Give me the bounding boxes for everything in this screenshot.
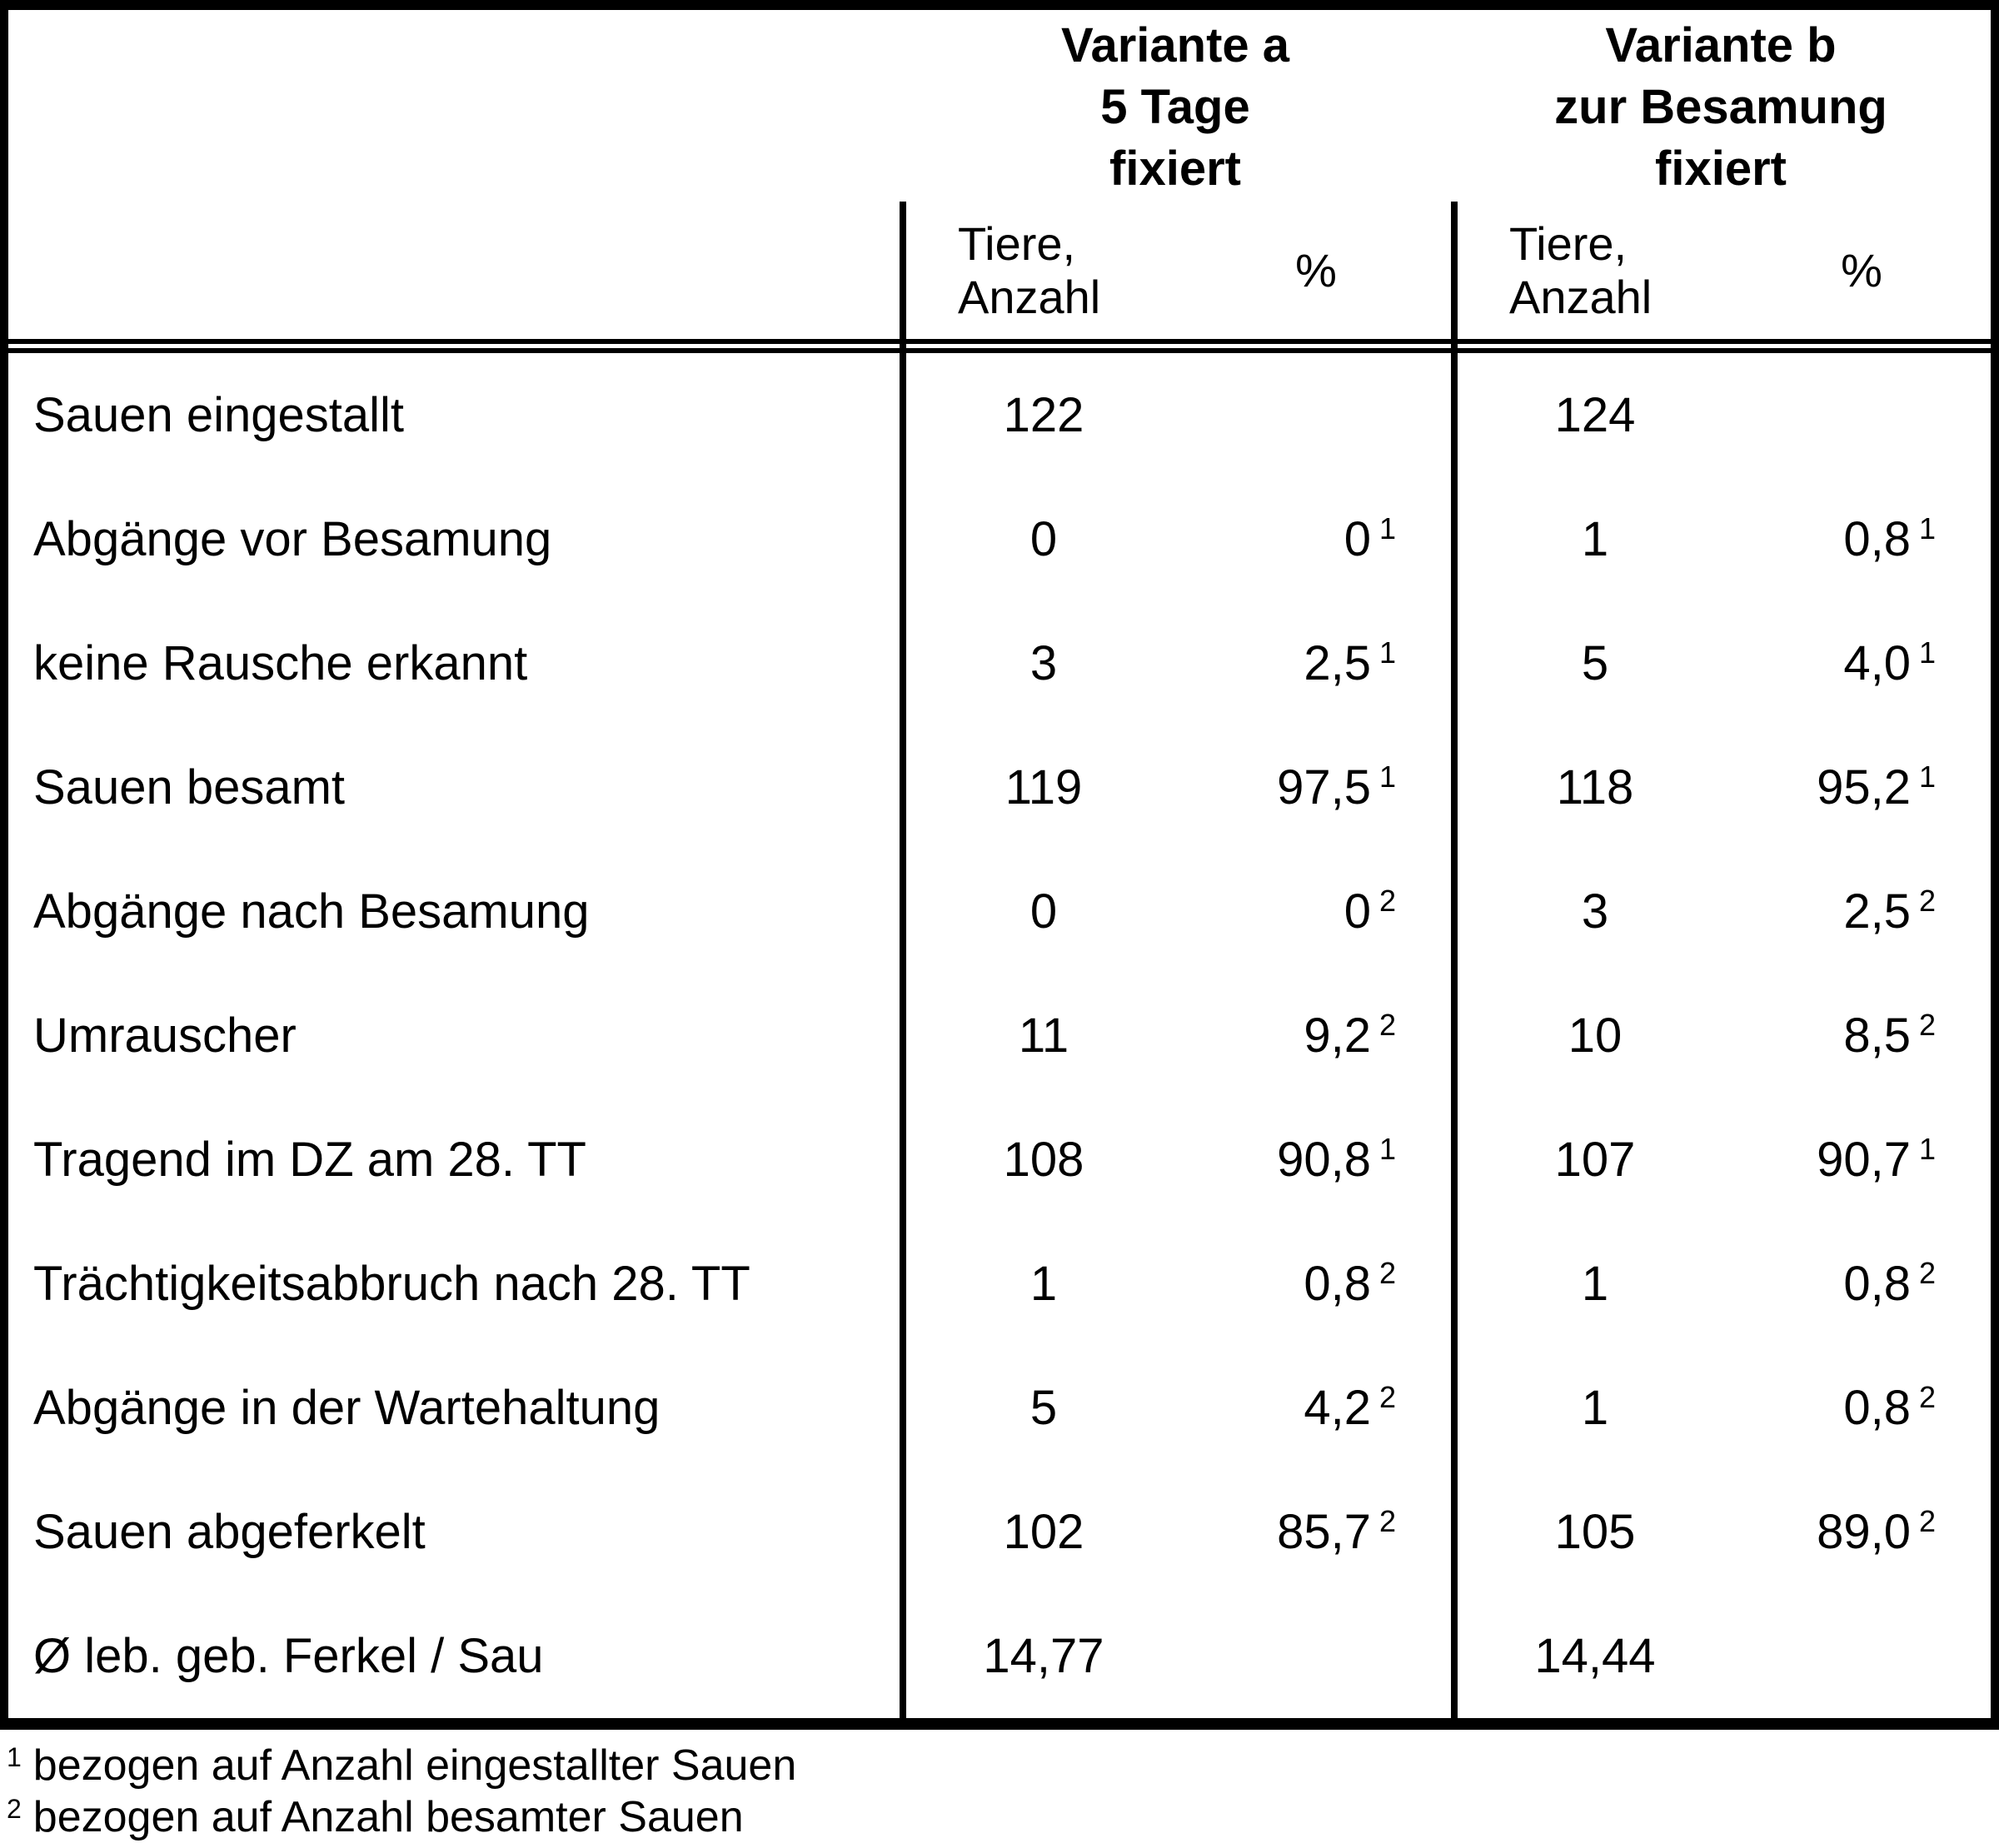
variante-b-title-line: zur Besamung <box>1554 80 1887 134</box>
table-body <box>8 353 1991 1718</box>
count-value-a: 108 <box>1003 1133 1084 1187</box>
count-value-a: 102 <box>1003 1505 1084 1559</box>
variante-b-title-line: fixiert <box>1655 142 1787 196</box>
count-value-a: 0 <box>1029 512 1058 566</box>
percent-value-a <box>1181 1628 1451 1684</box>
footnote-marker: 1 <box>1918 511 1936 545</box>
footnote-marker: 1 <box>1378 1132 1396 1166</box>
count-value-b: 105 <box>1554 1505 1636 1559</box>
count-value-b: 14,44 <box>1534 1629 1656 1683</box>
footnote-marker: 2 <box>1918 884 1936 918</box>
footnote-marker: 2 <box>1378 1380 1396 1414</box>
variante-a-title-line: Variante a <box>1060 18 1290 72</box>
row-label: Abgänge in der Wartehaltung <box>33 1381 661 1435</box>
count-value-a: 1 <box>1029 1257 1058 1311</box>
percent-value-a: 0 $^2$ <box>1343 884 1396 939</box>
percent-value-b: 8,5 $^2$ <box>1843 1008 1936 1063</box>
percent-value-a: 9,2 $^2$ <box>1304 1008 1396 1063</box>
table-subheader-band <box>8 202 1991 339</box>
percent-value-a: 0 $^1$ <box>1343 511 1396 566</box>
header-empty-cell <box>8 10 900 202</box>
row-label: Abgänge nach Besamung <box>33 884 590 939</box>
count-value-b: 10 <box>1568 1009 1623 1063</box>
percent-value-b <box>1732 387 1991 443</box>
footnote-marker: 1 <box>1378 760 1396 794</box>
table-row <box>8 477 1991 601</box>
percent-value-a: 90,8 $^1$ <box>1277 1132 1396 1187</box>
row-label: Tragend im DZ am 28. TT <box>33 1133 586 1187</box>
percent-value-a: 0,8 $^2$ <box>1304 1256 1396 1311</box>
row-label: Ø leb. geb. Ferkel / Sau <box>33 1629 544 1683</box>
row-label: Abgänge vor Besamung <box>33 512 552 566</box>
variante-a-title-line: 5 Tage <box>1100 80 1250 134</box>
count-value-a: 5 <box>1029 1381 1058 1435</box>
percent-value-a: 97,5 $^1$ <box>1277 760 1396 814</box>
table-row <box>8 1346 1991 1470</box>
percent-value-a: 4,2 $^2$ <box>1304 1380 1396 1435</box>
percent-value-a: 2,5 $^1$ <box>1304 635 1396 690</box>
table-row <box>8 1098 1991 1222</box>
percent-value-b: 95,2 $^1$ <box>1817 760 1936 814</box>
count-column-header: Tiere, Anzahl <box>958 217 1101 323</box>
table-row <box>8 725 1991 849</box>
subheader-empty-cell <box>8 202 900 339</box>
footnote-marker: 1 <box>1378 635 1396 670</box>
variante-a-title-line: fixiert <box>1109 142 1241 196</box>
table-row <box>8 601 1991 725</box>
footnote-marker: 1 <box>7 1742 22 1772</box>
table-row <box>8 353 1991 477</box>
table-footnotes <box>0 1730 1999 1843</box>
percent-value-b: 0,8 $^1$ <box>1843 511 1936 566</box>
count-value-b: 3 <box>1581 884 1609 939</box>
count-value-a: 14,77 <box>983 1629 1104 1683</box>
percent-column-header: % <box>1295 244 1337 296</box>
row-label: Trächtigkeitsabbruch nach 28. TT <box>33 1257 750 1311</box>
footnote-marker: 2 <box>1378 1008 1396 1042</box>
count-value-b: 124 <box>1554 388 1636 442</box>
table-row <box>8 974 1991 1098</box>
percent-value-b: 0,8 $^2$ <box>1843 1256 1936 1311</box>
count-value-b: 1 <box>1581 1381 1609 1435</box>
column-group-header-variante-a <box>900 10 1451 202</box>
table-row <box>8 1470 1991 1594</box>
count-value-b: 107 <box>1554 1133 1636 1187</box>
table-header-band <box>8 10 1991 202</box>
percent-value-a <box>1181 387 1451 443</box>
percent-value-a: 85,7 $^2$ <box>1277 1504 1396 1559</box>
count-value-a: 122 <box>1003 388 1084 442</box>
column-group-header-variante-b <box>1451 10 1991 202</box>
table-row <box>8 1222 1991 1346</box>
subheader-variante-b <box>1451 202 1991 339</box>
count-value-b: 1 <box>1581 512 1609 566</box>
variante-b-title-line: Variante b <box>1605 18 1837 72</box>
row-label: Umrauscher <box>33 1009 297 1063</box>
table-row <box>8 849 1991 974</box>
footnote-marker: 2 <box>1378 884 1396 918</box>
footnote-marker: 2 <box>1918 1008 1936 1042</box>
footnote-marker: 2 <box>1918 1380 1936 1414</box>
count-value-b: 5 <box>1581 636 1609 690</box>
percent-value-b <box>1732 1628 1991 1684</box>
footnote-marker: 2 <box>1378 1256 1396 1290</box>
percent-value-b: 2,5 $^2$ <box>1843 884 1936 939</box>
footnote-marker: 2 <box>1378 1504 1396 1538</box>
percent-column-header: % <box>1841 244 1882 296</box>
header-separator-double-rule <box>8 339 1991 353</box>
footnote-marker: 1 <box>1378 511 1396 545</box>
count-value-b: 118 <box>1556 760 1634 814</box>
count-value-a: 119 <box>1004 760 1083 814</box>
footnote-marker: 1 <box>1918 635 1936 670</box>
count-value-a: 11 <box>1018 1009 1069 1063</box>
percent-value-b: 89,0 $^2$ <box>1817 1504 1936 1559</box>
row-label: Sauen abgeferkelt <box>33 1505 426 1559</box>
count-value-a: 0 <box>1029 884 1058 939</box>
footnote-marker: 2 <box>1918 1504 1936 1538</box>
footnote-marker: 1 <box>1918 1132 1936 1166</box>
count-value-b: 1 <box>1581 1257 1609 1311</box>
footnote-marker: 1 <box>1918 760 1936 794</box>
count-column-header: Tiere, Anzahl <box>1509 217 1653 323</box>
row-label: Sauen besamt <box>33 760 346 814</box>
count-value-a: 3 <box>1029 636 1058 690</box>
table-row <box>8 1594 1991 1718</box>
footnote-2: $^2$ bezogen auf Anzahl besamter Sauen <box>7 1793 744 1841</box>
subheader-variante-a <box>900 202 1451 339</box>
row-label: keine Rausche erkannt <box>33 636 528 690</box>
footnote-marker: 2 <box>1918 1256 1936 1290</box>
footnote-marker: 2 <box>7 1794 22 1824</box>
percent-value-b: 90,7 $^1$ <box>1817 1132 1936 1187</box>
percent-value-b: 0,8 $^2$ <box>1843 1380 1936 1435</box>
row-label: Sauen eingestallt <box>33 388 404 442</box>
footnote-1: $^1$ bezogen auf Anzahl eingestallter Sauen <box>7 1741 797 1790</box>
percent-value-b: 4,0 $^1$ <box>1843 635 1936 690</box>
